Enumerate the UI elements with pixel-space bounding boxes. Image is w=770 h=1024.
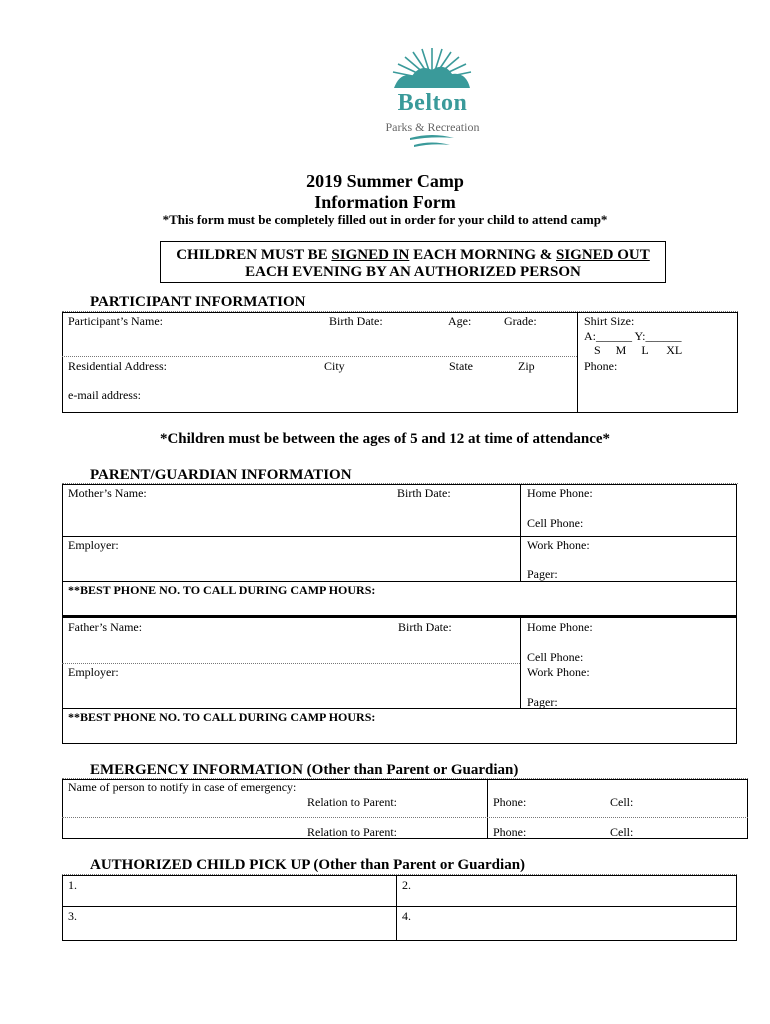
emergency-phone-field-2[interactable]: Phone: [493,825,527,839]
table-divider [396,875,397,941]
father-work-phone-field[interactable]: Work Phone: [527,665,590,679]
notice-text-pre: CHILDREN MUST BE [176,247,332,263]
form-title-line2: Information Form [314,192,456,212]
mother-best-phone-field[interactable]: **BEST PHONE NO. TO CALL DURING CAMP HOURS: [68,583,376,597]
pickup-heading: AUTHORIZED CHILD PICK UP (Other than Parent or Guardian) [90,857,526,873]
father-employer-field[interactable]: Employer: [68,665,119,679]
father-cell-phone-field[interactable]: Cell Phone: [527,650,584,664]
city-field[interactable]: City [324,359,345,373]
mother-employer-field[interactable]: Employer: [68,538,119,552]
mother-cell-phone-field[interactable]: Cell Phone: [527,516,584,530]
participant-heading: PARTICIPANT INFORMATION [90,294,306,310]
pickup-person-1-field[interactable]: 1. [68,878,77,892]
mother-pager-field[interactable]: Pager: [527,567,558,581]
participant-age-field[interactable]: Age: [448,314,472,328]
pickup-table [62,875,737,941]
shirt-size-ay-field[interactable]: A:______ Y:______ [584,329,682,343]
sign-in-notice [160,241,666,283]
form-subnote: *This form must be completely filled out in order for your child to attend camp* [162,212,608,227]
participant-phone-field[interactable]: Phone: [584,359,618,373]
shirt-size-options[interactable]: S M L XL [594,343,683,357]
logo-subtitle: Parks & Recreation [385,120,480,134]
emergency-heading: EMERGENCY INFORMATION (Other than Parent or Guardian) [90,762,519,778]
shirt-size-label: Shirt Size: [584,314,635,328]
row-divider [62,708,737,709]
row-divider [62,817,748,818]
notice-text-mid: EACH MORNING & [409,247,556,263]
mother-work-phone-field[interactable]: Work Phone: [527,538,590,552]
residential-address-field[interactable]: Residential Address: [68,359,167,373]
participant-name-field[interactable]: Participant’s Name: [68,314,163,328]
table-divider [577,312,578,413]
parent-heading: PARENT/GUARDIAN INFORMATION [90,467,352,483]
row-divider [62,906,737,907]
section-separator [62,615,737,618]
row-divider [62,536,737,537]
emergency-phone-field-1[interactable]: Phone: [493,795,527,809]
mother-home-phone-field[interactable]: Home Phone: [527,486,593,500]
logo-name: Belton [397,90,468,116]
row-divider [62,356,577,357]
emergency-contact-name-field[interactable]: Name of person to notify in case of emergency: [68,780,297,794]
father-best-phone-field[interactable]: **BEST PHONE NO. TO CALL DURING CAMP HOURS: [68,710,376,724]
row-divider [62,663,520,664]
table-divider [520,618,521,708]
notice-signed-in: SIGNED IN [331,247,410,263]
zip-field[interactable]: Zip [518,359,535,373]
pickup-person-4-field[interactable]: 4. [402,909,411,923]
row-divider [62,581,737,582]
mother-birth-date-field[interactable]: Birth Date: [397,486,451,500]
emergency-cell-field-1[interactable]: Cell: [610,795,634,809]
father-pager-field[interactable]: Pager: [527,695,558,709]
father-home-phone-field[interactable]: Home Phone: [527,620,593,634]
form-title-line1: 2019 Summer Camp [306,171,464,191]
notice-line2: EACH EVENING BY AN AUTHORIZED PERSON [245,264,581,280]
parent-table [62,484,737,744]
table-divider [487,779,488,839]
pickup-person-3-field[interactable]: 3. [68,909,77,923]
state-field[interactable]: State [449,359,473,373]
email-field[interactable]: e-mail address: [68,388,141,402]
pickup-person-2-field[interactable]: 2. [402,878,411,892]
table-divider [520,484,521,581]
participant-birth-date-field[interactable]: Birth Date: [329,314,383,328]
age-requirement-note: *Children must be between the ages of 5 and 12 at time of attendance* [159,431,611,447]
father-birth-date-field[interactable]: Birth Date: [398,620,452,634]
notice-signed-out: SIGNED OUT [556,247,650,263]
participant-grade-field[interactable]: Grade: [504,314,537,328]
mother-name-field[interactable]: Mother’s Name: [68,486,147,500]
emergency-relation-field-1[interactable]: Relation to Parent: [307,795,397,809]
father-name-field[interactable]: Father’s Name: [68,620,143,634]
emergency-relation-field-2[interactable]: Relation to Parent: [307,825,397,839]
emergency-cell-field-2[interactable]: Cell: [610,825,634,839]
